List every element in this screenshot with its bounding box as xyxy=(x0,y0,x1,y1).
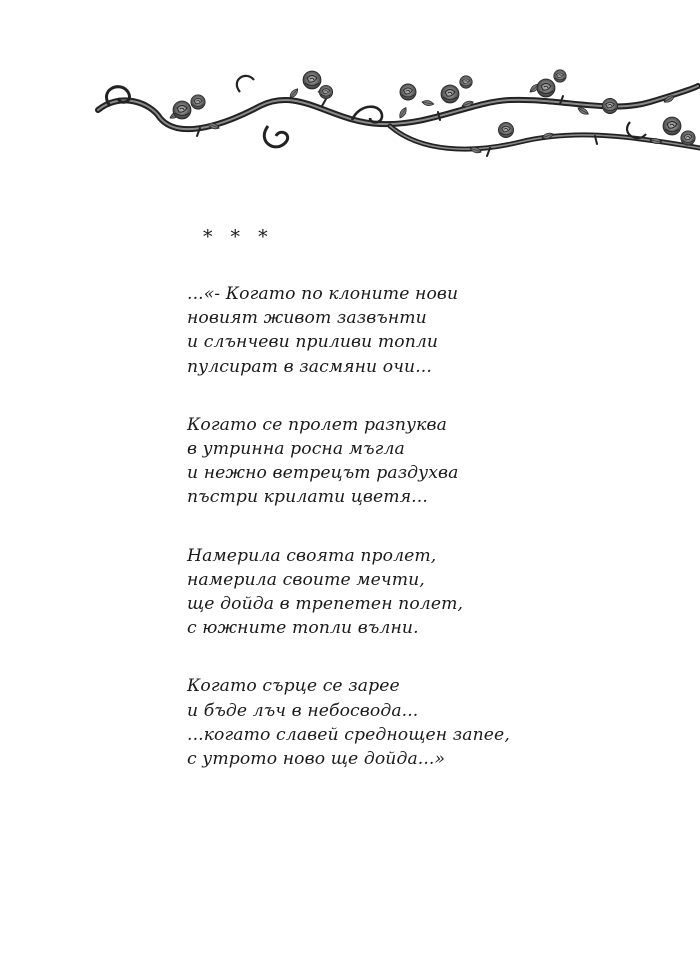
poem-line: новият живот зазвънти xyxy=(187,308,427,329)
poem-line: и нежно ветрецът раздухва xyxy=(187,463,459,484)
section-separator: * * * xyxy=(203,226,274,248)
poem-line: Когато се пролет разпуква xyxy=(187,414,447,435)
poem-line: Намерила своята пролет, xyxy=(187,545,437,566)
poem-line: в утринна росна мъгла xyxy=(187,439,405,460)
rose-vine-ornament-icon xyxy=(90,62,700,172)
poem-body xyxy=(187,282,567,805)
poem-line: пулсират в засмяни очи... xyxy=(187,356,432,377)
stanza-4 xyxy=(187,674,567,771)
poem-line: ...когато славей среднощен запее, xyxy=(187,724,510,745)
stanza-1 xyxy=(187,282,567,379)
poem-line: и бъде лъч в небосвода... xyxy=(187,700,419,721)
poem-line: пъстри крилати цветя... xyxy=(187,487,428,508)
poem-line: намерила своите мечти, xyxy=(187,569,425,590)
poem-line: с южните топли вълни. xyxy=(187,618,419,639)
poem-line: ...«- Когато по клоните нови xyxy=(187,284,459,304)
poem-line: с утрото ново ще дойда...» xyxy=(187,749,446,770)
poem-line: ще дойда в трепетен полет, xyxy=(187,594,464,615)
stanza-3 xyxy=(187,544,567,641)
poem-line: и слънчеви приливи топли xyxy=(187,332,439,353)
stanza-2 xyxy=(187,413,567,510)
poem-line: Когато сърце се зарее xyxy=(187,676,400,697)
